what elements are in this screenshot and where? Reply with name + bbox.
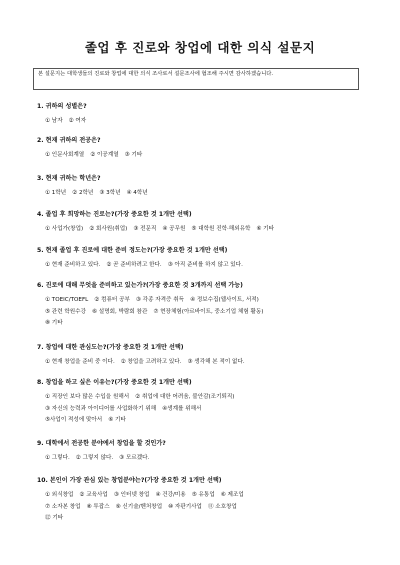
answer-option[interactable]: ⑤ 대학원 진학·해외유학 (191, 226, 251, 232)
option-row (45, 295, 377, 307)
answer-option[interactable]: ① 외식창업 (45, 492, 74, 498)
question-title: 4. 졸업 후 희망하는 진로는?(가장 중요한 것 1개만 선택) (37, 211, 192, 218)
question-title: 8. 창업을 하고 싶은 이유는?(가장 중요한 것 1개만 선택) (37, 379, 192, 386)
answer-option[interactable]: ⑫ 기타 (45, 515, 64, 521)
answer-option[interactable]: ② 2학년 (72, 190, 94, 196)
answer-option[interactable]: ③ 기타 (124, 152, 143, 158)
answer-option[interactable]: ③ 전문직 (133, 226, 157, 232)
answer-option[interactable]: ⑧ 투잡스 (86, 503, 110, 510)
answer-option[interactable]: ③ 생각해 본 적이 없다. (187, 359, 245, 365)
answer-option[interactable]: ③ 아직 준비를 하지 않고 있다. (167, 262, 243, 268)
answer-option[interactable]: ⑤ 관련 학원수강 (45, 308, 86, 315)
option-list (45, 188, 377, 200)
answer-option[interactable]: ① 1학년 (45, 190, 67, 196)
answer-option[interactable]: ⑥ 기타 (108, 417, 126, 423)
answer-option[interactable]: ④ 4학년 (126, 190, 148, 196)
option-list (45, 357, 377, 369)
option-list (45, 260, 377, 272)
option-list (45, 116, 377, 128)
question-title: 6. 진로에 대해 무엇을 준비하고 있는가?(가장 중요한 것 3개까지 선택 가능) (37, 282, 243, 289)
answer-option[interactable]: ③ 3학년 (99, 190, 121, 196)
option-row (45, 307, 377, 319)
question-10 (37, 475, 377, 525)
answer-option[interactable]: ⑥ 제조업 (220, 492, 244, 498)
answer-option[interactable]: ⑥ 기타 (256, 226, 274, 232)
answer-option[interactable]: ⑨ 신기술/벤처창업 (115, 503, 163, 510)
answer-option[interactable]: ② 그렇지 않다. (75, 455, 114, 461)
option-row (45, 116, 377, 128)
answer-option[interactable]: ② 여자 (68, 118, 87, 124)
question-3 (37, 173, 377, 200)
answer-option[interactable]: ⑦ 현장체험(아르바이트, 중소기업 체험 활동) (153, 308, 264, 315)
option-row (45, 490, 377, 502)
option-row (45, 224, 377, 236)
answer-option[interactable]: ④생계를 위해서 (162, 405, 202, 412)
option-list (45, 295, 377, 330)
answer-option[interactable]: ② 회사원(취업) (89, 226, 128, 232)
answer-option[interactable]: ③ 자신의 능력과 아이디어를 사업화하기 위해 (45, 405, 157, 412)
option-list (45, 392, 377, 427)
page-title: 졸업 후 진로와 창업에 대한 의식 설문지 (84, 40, 316, 55)
answer-option[interactable]: ① 현재 준비하고 있다. (45, 262, 101, 268)
question-title: 10. 본인이 가장 관심 있는 창업분야는?(가장 중요한 것 1개만 선택) (37, 477, 222, 484)
answer-option[interactable]: ② 창업을 고려하고 있다. (120, 359, 182, 365)
option-row (45, 513, 377, 525)
answer-option[interactable]: ② 취업에 대한 어려움, 불안감(조기퇴직) (135, 394, 235, 400)
option-list (45, 490, 377, 525)
answer-option[interactable]: ⑤사업이 적성에 맞아서 (45, 417, 103, 423)
question-8 (37, 377, 377, 427)
answer-option[interactable]: ⑥ 설명회, 박람회 참관 (92, 308, 148, 315)
answer-option[interactable]: ③ 모르겠다. (119, 455, 150, 461)
answer-option[interactable]: ① 인문사회계열 (45, 152, 85, 158)
option-row (45, 404, 377, 416)
question-title: 1. 귀하의 성별은? (37, 103, 87, 110)
answer-option[interactable]: ① 사업가(창업) (45, 226, 84, 232)
question-6 (37, 280, 377, 330)
question-1 (37, 101, 377, 128)
answer-option[interactable]: ② 교육사업 (79, 492, 108, 498)
question-7 (37, 342, 377, 369)
answer-option[interactable]: ② 곧 준비하려고 한다. (106, 262, 162, 268)
question-title: 9. 대학에서 전공한 분야에서 창업을 할 것인가? (37, 440, 166, 447)
option-row (45, 318, 377, 330)
option-row (45, 188, 377, 200)
question-title: 3. 현재 귀하는 학년은? (37, 175, 101, 182)
question-title: 2. 현재 귀하의 전공은? (37, 137, 101, 144)
option-list (45, 224, 377, 236)
option-list (45, 150, 377, 162)
answer-option[interactable]: ④ 정보수집(웹사이트, 서적) (190, 297, 259, 303)
question-2 (37, 135, 377, 162)
answer-option[interactable]: ① 남자 (45, 118, 63, 124)
question-title: 5. 현재 졸업 후 진로에 대한 준비 정도는?(가장 중요한 것 1개만 선택) (37, 247, 228, 254)
answer-option[interactable]: ④ 공무원 (162, 226, 186, 232)
option-row (45, 392, 377, 404)
answer-option[interactable]: ① 직장인 보다 많은 수입을 원해서 (45, 394, 130, 400)
answer-option[interactable]: ⑧ 기타 (45, 320, 63, 326)
option-row (45, 453, 377, 465)
option-list (45, 453, 377, 465)
option-row (45, 502, 377, 514)
answer-option[interactable]: ④ 건강/미용 (155, 492, 186, 498)
answer-option[interactable]: ⑦ 소자본 창업 (45, 503, 81, 510)
answer-option[interactable]: ② 이공계열 (90, 152, 119, 158)
answer-option[interactable]: ③ 인터넷 창업 (113, 492, 150, 498)
intro-box: 본 설문지는 대학생들의 진로와 창업에 대한 의식 조사로서 설문조사에 협조해 주시면 감사하겠습니다. (33, 68, 359, 90)
answer-option[interactable]: ② 컴퓨터 공부 (94, 297, 130, 303)
question-5 (37, 245, 377, 272)
option-row (45, 357, 377, 369)
answer-option[interactable]: ⑪ 소호창업 (207, 503, 237, 510)
answer-option[interactable]: ① 현재 창업을 준비 중 이다. (45, 359, 115, 365)
answer-option[interactable]: ③ 각종 자격증 취득 (135, 297, 185, 303)
option-row (45, 150, 377, 162)
option-row (45, 260, 377, 272)
question-title: 7. 창업에 대한 관심도는?(가장 중요한 것 1개만 선택) (37, 344, 184, 351)
answer-option[interactable]: ⑩ 자판기사업 (168, 503, 202, 510)
question-4 (37, 209, 377, 236)
option-row (45, 415, 377, 427)
question-9 (37, 438, 377, 465)
answer-option[interactable]: ⑤ 유통업 (191, 492, 215, 498)
answer-option[interactable]: ① 그렇다. (45, 455, 70, 461)
answer-option[interactable]: ① TOEIC/TOEFL (45, 297, 89, 303)
